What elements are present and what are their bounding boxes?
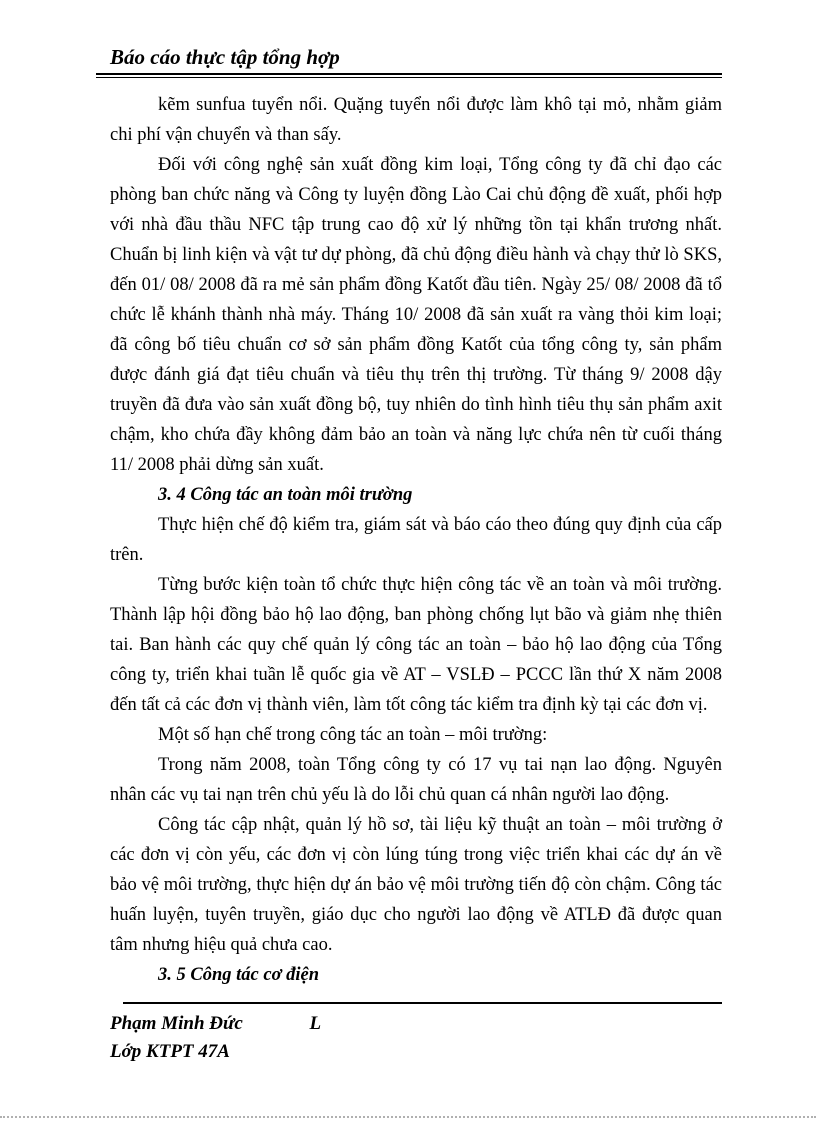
paragraph: Thực hiện chế độ kiểm tra, giám sát và báo cáo theo đúng quy định của cấp trên. (110, 515, 722, 565)
paragraph: Công tác cập nhật, quản lý hồ sơ, tài liệu kỹ thuật an toàn – môi trường ở các đơn vị còn yếu, các đơn vị còn lúng túng trong việc triển khai các dự án về bảo vệ môi trường, thực hiện dự án bảo vệ môi trường tiến độ còn chậm. Công tác huấn luyện, tuyên truyền, giáo dục cho người lao động về ATLĐ đã được quan tâm nhưng hiệu quả chưa cao. (110, 815, 722, 955)
paragraph: kẽm sunfua tuyển nổi. Quặng tuyển nổi được làm khô tại mỏ, nhằm giảm chi phí vận chuyển và than sấy. (110, 95, 722, 145)
footer-author-line (110, 1010, 722, 1038)
paragraph: Trong năm 2008, toàn Tổng công ty có 17 vụ tai nạn lao động. Nguyên nhân các vụ tai nạn trên chủ yếu là do lỗi chủ quan cá nhân người lao động. (110, 755, 722, 805)
paragraph: Từng bước kiện toàn tổ chức thực hiện công tác về an toàn và môi trường. Thành lập hội đồng bảo hộ lao động, ban phòng chống lụt bão và giảm nhẹ thiên tai. Ban hành các quy chế quản lý công tác an toàn – bảo hộ lao động của Tổng công ty, triển khai tuần lễ quốc gia về AT – VSLĐ – PCCC lần thứ X năm 2008 đến tất cả các đơn vị thành viên, làm tốt công tác kiểm tra định kỳ tại các đơn vị. (110, 575, 722, 715)
section-heading: 3. 5 Công tác cơ điện (158, 965, 320, 985)
footer-page-number: L (309, 1013, 322, 1034)
document-body (110, 90, 722, 990)
footer-rule (123, 1002, 722, 1004)
page-footer (110, 1002, 722, 1066)
section-heading: 3. 4 Công tác an toàn môi trường (158, 485, 413, 505)
paragraph: Một số hạn chế trong công tác an toàn – môi trường: (158, 725, 548, 745)
header-title: Báo cáo thực tập tổng hợp (110, 45, 340, 69)
page-header (110, 44, 722, 78)
paragraph: Đối với công nghệ sản xuất đồng kim loại, Tổng công ty đã chỉ đạo các phòng ban chức năng và Công ty luyện đồng Lào Cai chủ động đề xuất, phối hợp với nhà đầu thầu NFC tập trung cao độ xử lý những tồn tại khẩn trương nhất. Chuẩn bị linh kiện và vật tư dự phòng, đã chủ động điều hành và chạy thử lò SKS, đến 01/ 08/ 2008 đã ra mẻ sản phẩm đồng Katốt đầu tiên. Ngày 25/ 08/ 2008 đã tổ chức lễ khánh thành nhà máy. Tháng 10/ 2008 đã sản xuất ra vàng thỏi kim loại; đã công bố tiêu chuẩn cơ sở sản phẩm đồng Katốt của tổng công ty, sản phẩm được đánh giá đạt tiêu chuẩn và tiêu thụ trên thị trường. Từ tháng 9/ 2008 dậy truyền đã đưa vào sản xuất đồng bộ, tuy nhiên do tình hình tiêu thụ sản phẩm axit chậm, kho chứa đầy không đảm bảo an toàn và năng lực chứa nên từ cuối tháng 11/ 2008 phải dừng sản xuất. (110, 155, 722, 475)
page-break-dotted-line (0, 1116, 816, 1118)
footer-author: Phạm Minh Đức (110, 1013, 243, 1034)
header-double-rule (96, 73, 722, 78)
footer-class: Lớp KTPT 47A (110, 1041, 230, 1062)
